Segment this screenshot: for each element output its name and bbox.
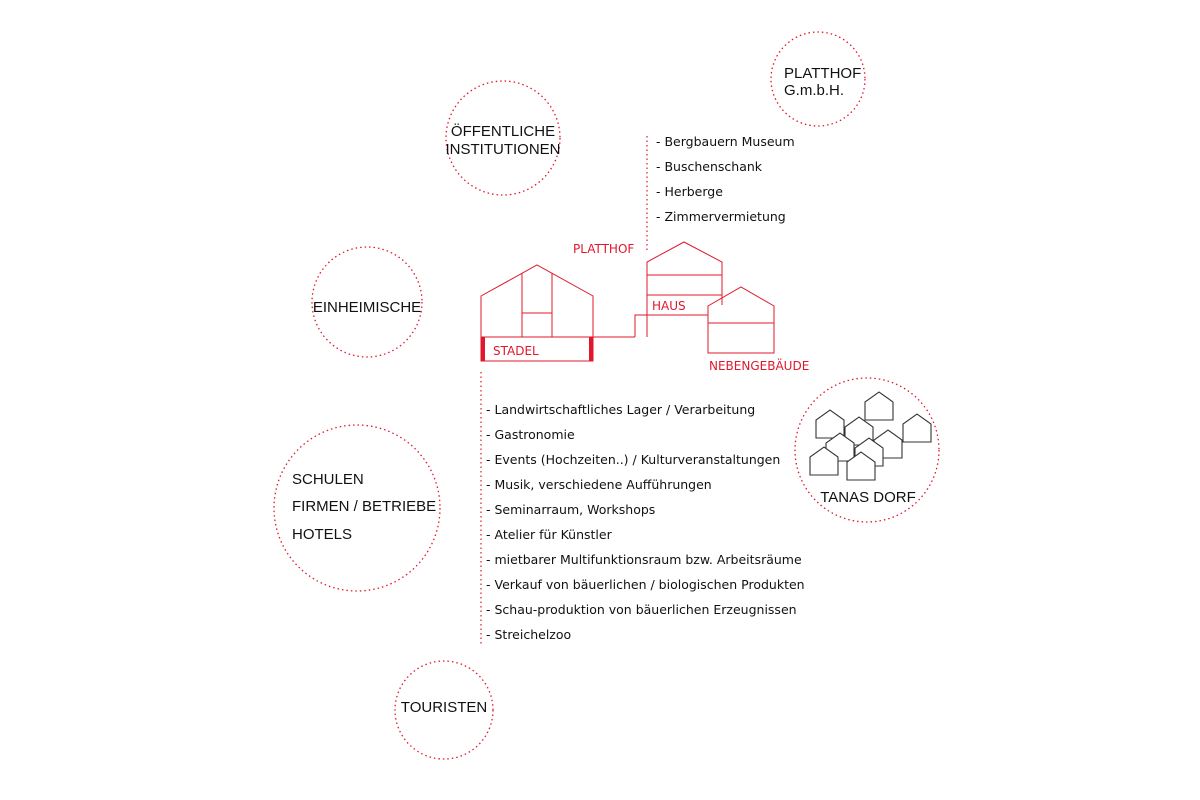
list-item: - mietbarer Multifunktionsraum bzw. Arbeitsräume — [486, 552, 802, 567]
circle-touristen — [395, 661, 493, 759]
platthof-uses-list — [656, 134, 795, 224]
circle-platthof-gmbh — [771, 32, 865, 126]
list-item: - Gastronomie — [486, 427, 575, 442]
circle-label: TOURISTEN — [400, 699, 488, 716]
circle-oeffentliche-institutionen — [446, 81, 561, 195]
list-item: - Streichelzoo — [486, 627, 572, 642]
haus-label: HAUS — [652, 299, 686, 313]
circle-einheimische — [312, 247, 422, 357]
circle-label: PLATTHOF — [784, 65, 862, 82]
circle-label: HOTELS — [292, 526, 353, 543]
circle-label: SCHULEN — [292, 471, 364, 488]
platthof-label: PLATTHOF — [573, 242, 635, 256]
list-item: - Musik, verschiedene Aufführungen — [486, 477, 712, 492]
connecting-wing — [593, 315, 647, 337]
circle-tanas-dorf — [795, 378, 939, 522]
circle-schulen-firmen-hotels — [274, 425, 440, 591]
list-item: - Landwirtschaftliches Lager / Verarbeitung — [486, 402, 756, 417]
circle-label: TANAS DORF — [820, 489, 916, 506]
village-houses-icon — [810, 392, 931, 480]
circle-label: FIRMEN / BETRIEBE — [292, 498, 437, 515]
list-item: - Bergbauern Museum — [656, 134, 795, 149]
nebengebaeude-building — [708, 287, 774, 353]
list-item: - Buschenschank — [656, 159, 763, 174]
stadel-label: STADEL — [493, 344, 539, 358]
nebengebaeude-label: NEBENGEBÄUDE — [709, 359, 810, 373]
list-item: - Zimmervermietung — [656, 209, 786, 224]
list-item: - Atelier für Künstler — [486, 527, 612, 542]
circle-label: G.m.b.H. — [784, 82, 845, 99]
stadel-uses-list — [486, 402, 805, 642]
list-item: - Schau-produktion von bäuerlichen Erzeugnissen — [486, 602, 797, 617]
circle-label: INSTITUTIONEN — [445, 141, 561, 158]
list-item: - Verkauf von bäuerlichen / biologischen Produkten — [486, 577, 805, 592]
circle-label: ÖFFENTLICHE — [450, 123, 556, 140]
list-item: - Herberge — [656, 184, 723, 199]
circle-label: EINHEIMISCHE — [312, 299, 422, 316]
list-item: - Events (Hochzeiten..) / Kulturveranstaltungen — [486, 452, 781, 467]
list-item: - Seminarraum, Workshops — [486, 502, 656, 517]
